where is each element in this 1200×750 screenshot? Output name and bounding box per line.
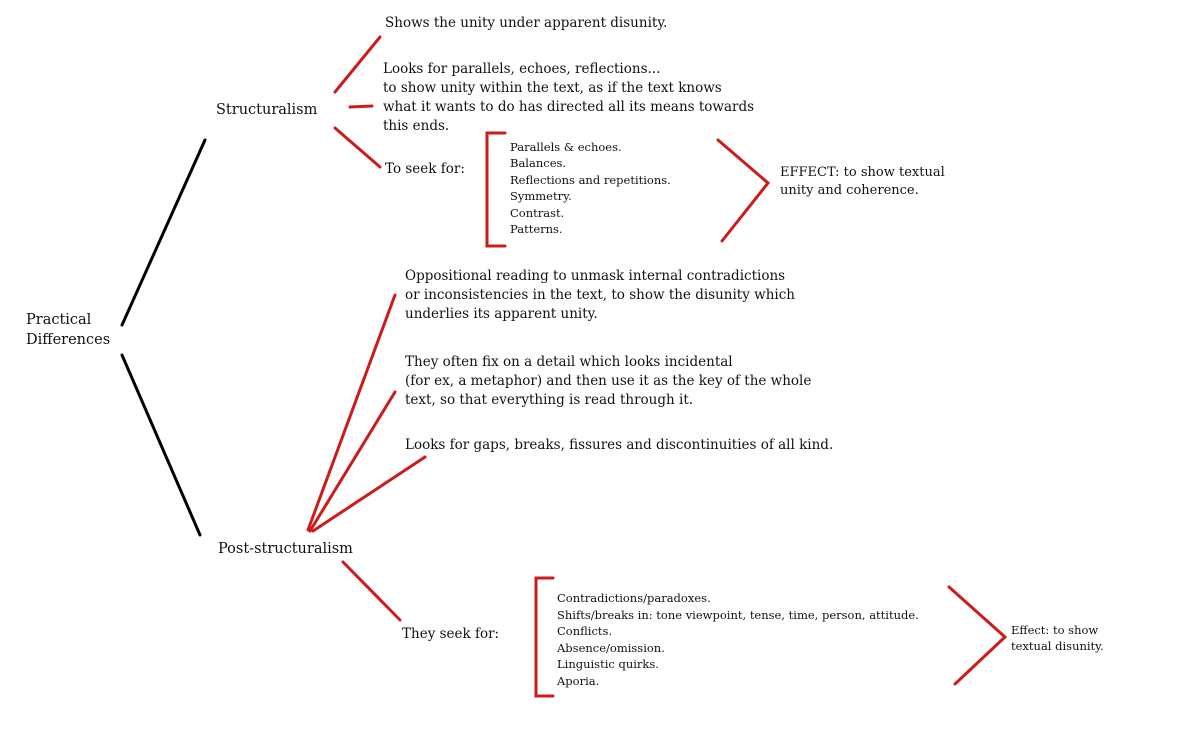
post-point-gaps: Looks for gaps, breaks, fissures and discontinuities of all kind. — [405, 437, 834, 453]
root-label: Practical Differences — [26, 312, 111, 348]
list-item: Reflections and repetitions. — [510, 172, 671, 187]
list-item: Linguistic quirks. — [557, 657, 659, 672]
post-point-detail: They often fix on a detail which looks incidental (for ex, a metaphor) and then use it as the key of the whole text, so that everything is read through it. — [405, 354, 812, 408]
list-item: Contradictions/paradoxes. — [557, 591, 711, 605]
post-seek-label: They seek for: — [402, 626, 500, 642]
list-item: Aporia. — [557, 673, 600, 688]
post-structuralism-label: Post-structuralism — [218, 541, 353, 557]
structuralism-point-unity: Shows the unity under apparent disunity. — [385, 15, 668, 31]
post-point-oppositional: Oppositional reading to unmask internal contradictions or inconsistencies in the text, to show the disunity which underlies its apparent unity. — [405, 268, 795, 322]
connector-post-seek — [343, 562, 400, 620]
bracket-structuralism-list — [487, 133, 505, 246]
post-effect: Effect: to show textual disunity. — [1011, 623, 1104, 653]
chevron-structuralism-effect — [718, 140, 768, 241]
structuralism-point-parallels: Looks for parallels, echoes, reflections... to show unity within the text, as if the text knows what it wants to do has directed all its means towards this ends. — [383, 61, 755, 134]
connector-structuralism-point2 — [350, 106, 372, 107]
branch-to-structuralism — [122, 140, 205, 325]
connector-structuralism-point1 — [335, 37, 380, 92]
list-item: Shifts/breaks in: tone viewpoint, tense, time, person, attitude. — [557, 607, 919, 622]
list-item: Contrast. — [510, 205, 565, 220]
list-item: Symmetry. — [510, 189, 572, 204]
list-item: Absence/omission. — [557, 640, 665, 655]
post-seek-list — [557, 590, 919, 690]
list-item: Conflicts. — [557, 624, 613, 639]
structuralism-label: Structuralism — [216, 102, 318, 118]
structuralism-seek-label: To seek for: — [385, 161, 465, 177]
structuralism-seek-list — [510, 139, 671, 237]
connector-structuralism-seek — [335, 128, 380, 167]
structuralism-effect: EFFECT: to show textual unity and coherence. — [780, 165, 945, 198]
list-item: Patterns. — [510, 222, 563, 237]
branch-to-post-structuralism — [122, 355, 200, 535]
bracket-post-list — [536, 578, 553, 696]
list-item: Parallels & echoes. — [510, 140, 622, 154]
chevron-post-effect — [949, 587, 1005, 684]
list-item: Balances. — [510, 156, 567, 171]
